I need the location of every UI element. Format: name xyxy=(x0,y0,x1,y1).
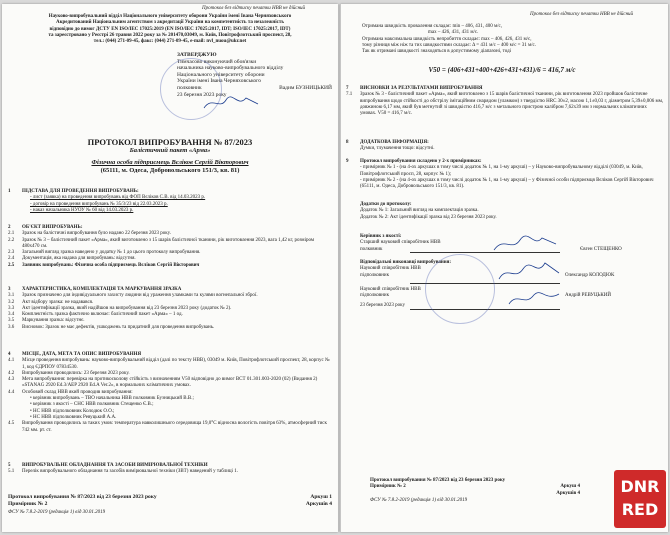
item-text: Висновок: Зразок не має дефектів, ушкоджень та придатний для проведення випробувань. xyxy=(22,324,215,330)
org-header-line: тел.: (044) 271-09-45, факс: (044) 271-09-45, e-mail: nvl_nuou@ukr.net xyxy=(93,39,247,45)
basis-line: - лист (заявка) на проведення випробувань від ФОП Вєліков С.В. від 14.03.2023 р. xyxy=(30,195,206,201)
staff-line: • керівник випробувань – ТВО начальника НВВ полковник Бузницький В.В.; xyxy=(30,396,194,402)
item-text: Особовий склад НВВ який проводив випробування: xyxy=(22,389,133,395)
org-header-line: відповідно до вимог ДСТУ EN ISO/IEC 17025:2019 (EN ISO/IEC 17025:2017, IDT; ISO/IEC 17025:2017, IDT) xyxy=(49,26,291,32)
item-text: Зразок № 3 – балістичний пакет «Арма», який виготовлено з 15 шарів балістичної тканини, рік виготовлення 2023, вага 1,42 кг, розміром 480х470 см. xyxy=(22,237,315,249)
item-text: Заявник випробувань: Фізична особа підприємець Вєліков Сергій Вікторович xyxy=(22,262,200,268)
section-basis xyxy=(8,189,332,214)
signature-icon xyxy=(202,94,262,112)
staff-line: • керівник з якості – СНС НВВ полковник Стещенко Є.В.; xyxy=(30,402,154,408)
watermark-text: RED xyxy=(621,500,659,519)
footer-copy: Примірник № 2 xyxy=(8,500,48,507)
official-stamp-icon xyxy=(425,254,495,324)
copy-line: - примірник № 2 - (на 4-ох аркушах в тому числі додаток № 1, на 1-му аркуші) – у Фізичної особи підприємця Вєліков Сергій Вікторович (65111, м. Одеса, Добровольського 151/3, кв. 81). xyxy=(360,177,654,190)
item-number: 3.6 xyxy=(8,324,15,330)
section-number: 2 xyxy=(8,225,11,230)
footer-form: ФСУ № 7.8.2-2019 (редакція 1) від 30.01.2019 xyxy=(370,497,468,503)
footer-sheets: Аркушів 4 xyxy=(305,500,332,507)
item-number: 2.2 xyxy=(8,237,15,243)
footer-form: ФСУ № 7.8.2-2019 (редакція 1) від 30.01.2019 xyxy=(8,510,106,516)
item-text: Зразок на балістичні випробування було надано 22 березня 2023 року. xyxy=(22,231,171,237)
item-text: Мета випробування: перевірка на протикосколову стійкість з визначенням V50 відповідно до вимог ВСТ 01.301.003-2020 (02) (Видання 2) «STANAG 2920 Ed.3/AEP 2920 Ed.A Ver.2», в нормальних кліматичних умовах. xyxy=(22,377,318,389)
footer-protocol: Протокол випробування № 87/2023 від 23 березня 2023 року xyxy=(8,494,157,500)
quality-name: Євген СТЕЩЕНКО xyxy=(580,246,622,252)
item-number: 2.3 xyxy=(8,250,15,256)
footer-sheets: Аркушів 4 xyxy=(556,490,580,496)
additional-info-text: Думки, тлумачення тощо: відсутні. xyxy=(360,146,435,152)
footer-protocol: Протокол випробування № 87/2023 від 23 березня 2023 року xyxy=(370,478,506,483)
item-number: 4.5 xyxy=(8,421,15,427)
page-footer-left xyxy=(8,494,332,517)
org-header-line: Акредитований Національним агентством з акредитації України на компетентність та незалежність xyxy=(56,20,284,26)
section-title: ПІДСТАВА ДЛЯ ПРОВЕДЕННЯ ВИПРОБУВАНЬ: xyxy=(22,189,139,194)
v50-formula: V50 = (406+431+400+426+431+431)/6 = 416,7 м/с xyxy=(428,66,576,74)
item-text: Місце проведення випробувань: науково-випробувальний відділ (далі по тексту НВВ), 03049 м. Київ, Повітрофлотський проспект, 28, корпус № 1, код ЄДРПОУ 07834530. xyxy=(22,358,330,370)
approval-line: Національного університету оборони xyxy=(177,71,265,78)
approval-line: начальника науково-випробувального відділу xyxy=(177,65,284,72)
section-title: ВИСНОВКИ ЗА РЕЗУЛЬТАТАМИ ВИПРОБУВАННЯ xyxy=(360,86,483,91)
executor-rank: підполковник xyxy=(360,272,390,278)
item-number: 4.4 xyxy=(8,389,15,395)
item-number: 3.5 xyxy=(8,318,15,324)
approval-title: ЗАТВЕРДЖУЮ xyxy=(177,52,217,58)
copy-line: - примірник № 1 - (на 4-ох аркушах в тому числі додаток № 1, на 1-му аркуші) – у Науково-випробувальному відділі (03049, м. Київ, Повітрофлотський просп, 28, корпус № 1); xyxy=(360,165,643,177)
watermark-text: DNR xyxy=(620,477,660,496)
executors-title: Відповідальні виконавці випробування: xyxy=(360,260,452,265)
section-number: 9 xyxy=(346,159,349,164)
section-title: ВИПРОБУВАЛЬНЕ ОБЛАДНАННЯ ТА ЗАСОБИ ВИМІРЮВАЛЬНОЇ ТЕХНІКИ xyxy=(22,463,208,468)
approval-line: Тимчасово виконуючий обов'язки xyxy=(177,58,257,65)
item-text: Зразок призначено для індивідуального захисту людини від ураження уламками та кулями вогнепальної зброї. xyxy=(22,293,258,299)
item-number: 3.1 xyxy=(8,293,15,299)
validity-note: Протокол без відтиску печатки НВВ не дійсний xyxy=(202,6,306,11)
quality-role: Старший науковий співробітник НВВ xyxy=(360,240,441,246)
protocol-title: ПРОТОКОЛ ВИПРОБУВАННЯ № 87/2023 xyxy=(87,137,253,147)
footer-copy: Примірник № 2 xyxy=(370,484,406,490)
section-number: 8 xyxy=(346,140,349,145)
section-conclusions xyxy=(346,86,664,117)
section-number: 5 xyxy=(8,463,11,468)
signature-icon xyxy=(505,288,565,308)
item-number: 7.1 xyxy=(346,92,353,98)
calc-line: Отримана максимальна швидкість непробиття складає: max – 406, 426, 431 м/с, xyxy=(362,36,532,42)
org-header-line: Науково-випробувальний відділ Національного університету оборони України імені Івана Черняховського xyxy=(48,14,292,19)
item-text: Випробування проводились: 23 березня 2023 року. xyxy=(22,370,130,376)
item-text: Акт відбору зразка: не надавався. xyxy=(22,299,94,305)
item-text: Зразок № 3 - балістичний пакет «Арма», який виготовлено з 15 шарів балістичної тканини, рік виготовлення 2023 пройшов балістичне випробування щодо стійкості до обстрілу імітаційним снарядом (уламком) з твердістю HRC 30±2, масою 1,1±0,03 г, діаметром 5,39±0,006 мм, довжиною 6,17 мм, який був метнутий зі швидкістю 416,7 м/с з метального пристрою калібром 7,62х39 мм з нормальних кліматичних умовах. V50 = 416,7 м/с. xyxy=(360,92,664,117)
section-place-date-purpose xyxy=(8,352,332,434)
item-number: 2.4 xyxy=(8,256,15,262)
signature-icon xyxy=(495,259,565,283)
document-page-left xyxy=(2,4,338,532)
executor-role: Науковий співробітник НВВ xyxy=(360,286,421,292)
calc-line: max – 426, 431, 431 м/с. xyxy=(428,30,479,36)
item-text: Загальний вигляд зразка наведено у додатку № 1 до цього протоколу випробування. xyxy=(22,250,201,256)
section-test-object xyxy=(8,225,332,269)
executor-role: Науковий співробітник НВВ xyxy=(360,266,421,272)
approval-date: 23 березня 2023 року xyxy=(177,91,227,98)
org-header-line: та зареєстровано у Реєстрі 26 травня 2022 року за № 201470,03049, м. Київ, Повітрофлотський проспект, 28, xyxy=(48,32,292,38)
customer-address: (65111, м. Одеса, Добровольського 151/3, кв. 81) xyxy=(100,167,240,174)
calc-line: Так як отримані швидкості знаходяться в допустимому діапазоні, тоді xyxy=(362,49,512,55)
staff-line: • НС НВВ підполковник Ревуцький А.А. xyxy=(30,414,117,420)
section-number: 1 xyxy=(8,189,11,194)
executor-name: Андрій РЕВУЦЬКИЙ xyxy=(565,293,611,299)
page-divider xyxy=(340,4,341,532)
section-title: МІСЦЕ, ДАТА, МЕТА ТА ОПИС ВИПРОБУВАННЯ xyxy=(22,352,142,357)
item-text: Випробування проводились за таких умов: температура навколишнього середовища 19,0°С відносна вологість повітря 63%, атмосферний тиск 742 мм. рт. ст. xyxy=(22,421,327,433)
quality-rank: полковник xyxy=(360,246,383,252)
page-footer-right xyxy=(370,478,580,504)
item-text: Перелік випробувального обладнання та засобів вимірювальної техніки (ЗВТ) наведений у таблиці 1. xyxy=(22,469,238,475)
staff-line: • НС НВВ підполковник Колодюк О.О.; xyxy=(30,408,115,414)
item-number: 5.1 xyxy=(8,469,15,475)
approval-signer: Вадим БУЗНИЦЬКИЙ xyxy=(279,84,332,91)
section-title: Протокол випробування складено у 2-х примірниках: xyxy=(360,159,482,164)
executor-rank: підполковник xyxy=(360,293,390,299)
item-number: 4.1 xyxy=(8,358,15,364)
item-number: 2.1 xyxy=(8,231,15,237)
signature-icon xyxy=(490,232,560,254)
section-number: 7 xyxy=(346,86,349,91)
attachments-title: Додатки до протоколу: xyxy=(360,202,412,207)
document-page-right xyxy=(340,4,668,532)
validity-note: Протокол без відтиску печатки НВВ не дійсний xyxy=(530,12,634,17)
item-number: 2.5 xyxy=(8,262,15,268)
attachment-line: Додаток № 2: Акт ідентифікації зразка від 23 березня 2023 року. xyxy=(360,214,497,220)
item-number: 3.2 xyxy=(8,299,15,305)
item-number: 4.2 xyxy=(8,370,15,376)
footer-sheet: Аркуш 1 xyxy=(310,494,332,500)
attachments-block xyxy=(360,202,660,221)
basis-line: - договір на проведення випробувань № 35/3/23 від 22.03.2023 р. xyxy=(30,201,168,207)
calculation-block xyxy=(362,24,662,55)
attachment-line: Додаток № 1: Загальний вигляд на комплектація зразка. xyxy=(360,208,479,214)
section-additional-info xyxy=(346,140,664,153)
quality-title: Керівник з якості: xyxy=(360,234,402,239)
section-number: 3 xyxy=(8,287,11,292)
item-text: Маркування зразка: відсутнє. xyxy=(22,318,85,324)
protocol-subtitle: Балістичний пакет «Арма» xyxy=(129,147,211,154)
approval-line: України імені Івана Черняховського xyxy=(177,78,261,85)
section-equipment xyxy=(8,463,332,476)
organization-header xyxy=(8,14,332,45)
executors-date: 23 березня 2023 року xyxy=(360,303,406,309)
executor-name: Олександр КОЛОДЮК xyxy=(565,272,615,278)
footer-sheet: Аркуш 4 xyxy=(560,484,580,490)
item-number: 3.3 xyxy=(8,305,15,311)
item-number: 4.3 xyxy=(8,377,15,383)
basis-line: - наказ начальника НУОУ № 60 від 14.03.2023 р. xyxy=(30,207,134,213)
calc-line: Отримана швидкість провалення складає: min – 406, 431, 400 м/с, xyxy=(362,24,503,29)
item-text: Акт ідентифікації зразка, який надійшов на випробування від 23 березня 2023 року (додаток № 2). xyxy=(22,305,232,311)
section-characteristics xyxy=(8,287,332,331)
customer-name: Фізична особа підприємець Вєліков Сергій Вікторович xyxy=(91,159,249,166)
section-number: 4 xyxy=(8,352,11,357)
item-text: Документація, яка надана для випробувань: відсутня. xyxy=(22,256,136,262)
calc-line: тому різниця між ніж та тих швидкостями складає: Δ = 431 м/с – 400 м/с = 31 м/с. xyxy=(362,42,536,48)
protocol-title-block xyxy=(8,137,332,175)
watermark-logo xyxy=(614,470,666,528)
section-title: ОБ'ЄКТ ВИПРОБУВАНЬ: xyxy=(22,225,83,230)
approval-rank: полковник xyxy=(177,84,202,91)
item-text: Комплектність зразка фактично включає: балістичний пакет «Арма» – 1 од. xyxy=(22,312,183,318)
section-title: ХАРАКТЕРИСТИКА, КОМПЛЕКТАЦІЯ ТА МАРКУВАННЯ ЗРАЗКА xyxy=(22,287,182,292)
section-copies xyxy=(346,159,664,190)
item-number: 3.4 xyxy=(8,312,15,318)
section-title: ДОДАТКОВА ІНФОРМАЦІЯ: xyxy=(360,140,429,145)
